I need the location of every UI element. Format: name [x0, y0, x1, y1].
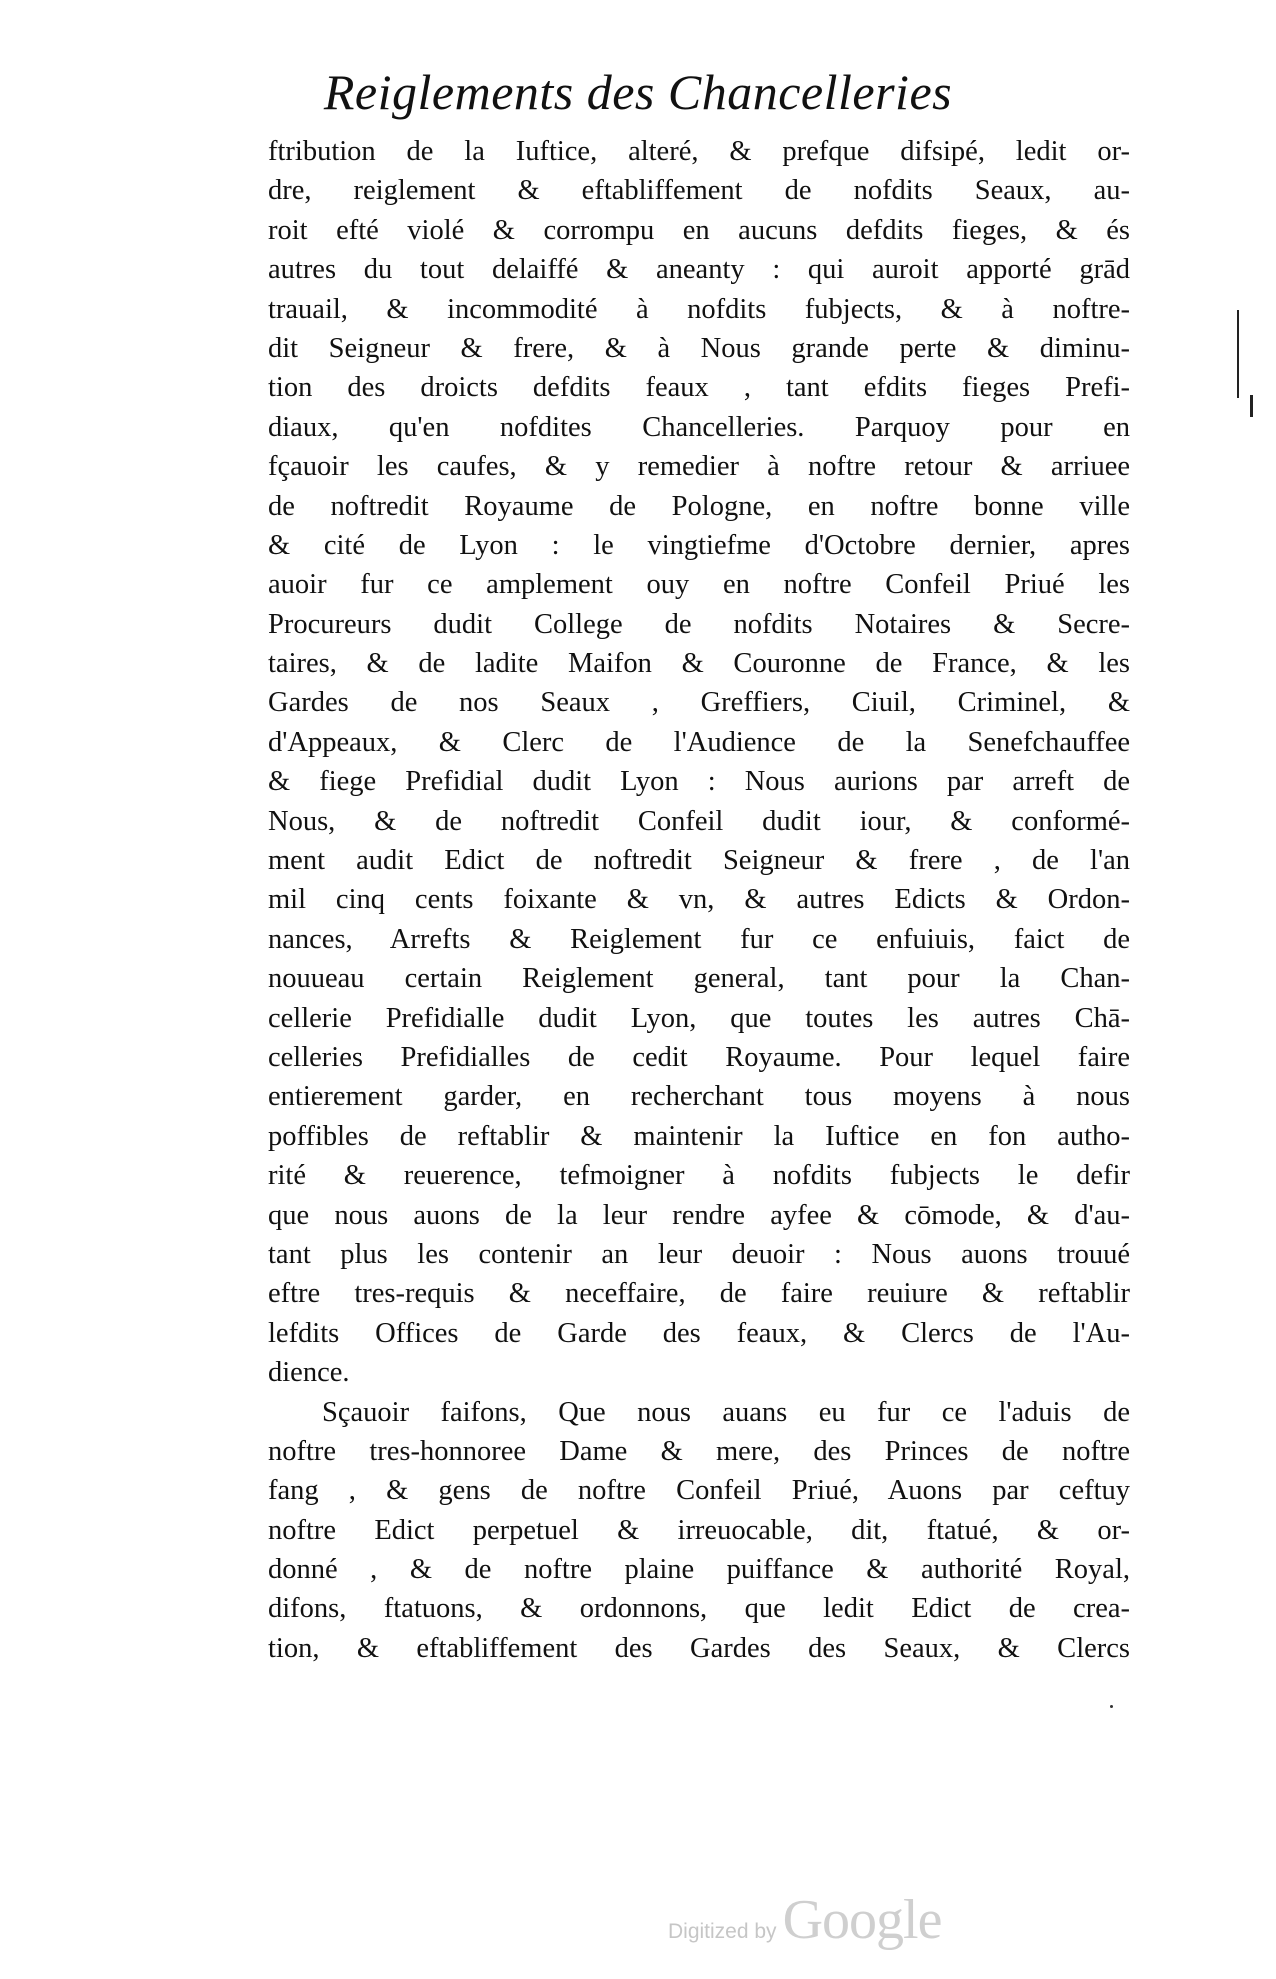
text-line: eftre tres-requis & neceffaire, de faire reuiure & reftablir — [268, 1278, 1130, 1310]
margin-print-mark — [1237, 310, 1239, 398]
text-line: noftre Edict perpetuel & irreuocable, dit, ftatué, & or- — [268, 1514, 1130, 1546]
text-line: tant plus les contenir an leur deuoir : Nous auons trouué — [268, 1238, 1130, 1270]
text-line: celleries Prefidialles de cedit Royaume. Pour lequel faire — [268, 1041, 1130, 1073]
text-line: autres du tout delaiffé & aneanty : qui auroit apporté grād — [268, 254, 1130, 286]
text-line: nances, Arrefts & Reiglement fur ce enfuiuis, faict de — [268, 923, 1130, 955]
stray-dot — [1110, 1705, 1113, 1708]
text-line: fang , & gens de noftre Confeil Priué, Auons par ceftuy — [268, 1475, 1130, 1507]
text-line: que nous auons de la leur rendre ayfee & cōmode, & d'au- — [268, 1199, 1130, 1231]
text-line: auoir fur ce amplement ouy en noftre Confeil Priué les — [268, 569, 1130, 601]
digitized-watermark — [668, 1888, 941, 1952]
text-line: & cité de Lyon : le vingtiefme d'Octobre dernier, apres — [268, 529, 1130, 561]
text-line: tion des droicts defdits feaux , tant efdits fieges Prefi- — [268, 372, 1130, 404]
text-line: dit Seigneur & frere, & à Nous grande perte & diminu- — [268, 332, 1130, 364]
text-line: nouueau certain Reiglement general, tant pour la Chan- — [268, 963, 1130, 995]
text-line: mil cinq cents foixante & vn, & autres Edicts & Ordon- — [268, 884, 1130, 916]
text-line: de noftredit Royaume de Pologne, en noftre bonne ville — [268, 490, 1130, 522]
margin-print-mark — [1250, 395, 1253, 417]
text-line: Nous, & de noftredit Confeil dudit iour, & conformé- — [268, 805, 1130, 837]
text-line: fçauoir les caufes, & y remedier à noftre retour & arriuee — [268, 451, 1130, 483]
page-title: Reiglements des Chancelleries — [323, 64, 953, 120]
text-line: Gardes de nos Seaux , Greffiers, Ciuil, Criminel, & — [268, 687, 1130, 719]
text-line: donné , & de noftre plaine puiffance & authorité Royal, — [268, 1554, 1130, 1586]
text-line: ment audit Edict de noftredit Seigneur & frere , de l'an — [268, 845, 1130, 877]
text-line: trauail, & incommodité à nofdits fubjects, & à noftre- — [268, 293, 1130, 325]
watermark-prefix: Digitized by — [668, 1920, 777, 1943]
body-text — [268, 132, 1130, 1668]
google-logo: Google — [782, 1889, 942, 1951]
text-line: roit efté violé & corrompu en aucuns defdits fieges, & és — [268, 214, 1130, 246]
text-line: Procureurs dudit College de nofdits Notaires & Secre- — [268, 608, 1130, 640]
text-line: difons, ftatuons, & ordonnons, que ledit Edict de crea- — [268, 1593, 1130, 1625]
text-line: Sçauoir faifons, Que nous auans eu fur ce l'aduis de — [322, 1396, 1130, 1428]
text-line: cellerie Prefidialle dudit Lyon, que toutes les autres Chā- — [268, 1002, 1130, 1034]
text-line: lefdits Offices de Garde des feaux, & Clercs de l'Au- — [268, 1317, 1130, 1349]
text-line: poffibles de reftablir & maintenir la Iuftice en fon autho- — [268, 1120, 1130, 1152]
text-line: entierement garder, en recherchant tous moyens à nous — [268, 1081, 1130, 1113]
text-line: tion, & eftabliffement des Gardes des Seaux, & Clercs — [268, 1632, 1130, 1664]
text-line: diaux, qu'en nofdites Chancelleries. Parquoy pour en — [268, 411, 1130, 443]
text-line: dre, reiglement & eftabliffement de nofdits Seaux, au- — [268, 175, 1130, 207]
text-line: & fiege Prefidial dudit Lyon : Nous aurions par arreft de — [268, 766, 1130, 798]
text-line: rité & reuerence, tefmoigner à nofdits fubjects le defir — [268, 1160, 1130, 1192]
text-line: d'Appeaux, & Clerc de l'Audience de la Senefchauffee — [268, 726, 1130, 758]
text-line: dience. — [268, 1357, 350, 1389]
text-line: noftre tres-honnoree Dame & mere, des Princes de noftre — [268, 1435, 1130, 1467]
text-line: taires, & de ladite Maifon & Couronne de France, & les — [268, 648, 1130, 680]
text-line: ftribution de la Iuftice, alteré, & prefque difsipé, ledit or- — [268, 136, 1130, 167]
